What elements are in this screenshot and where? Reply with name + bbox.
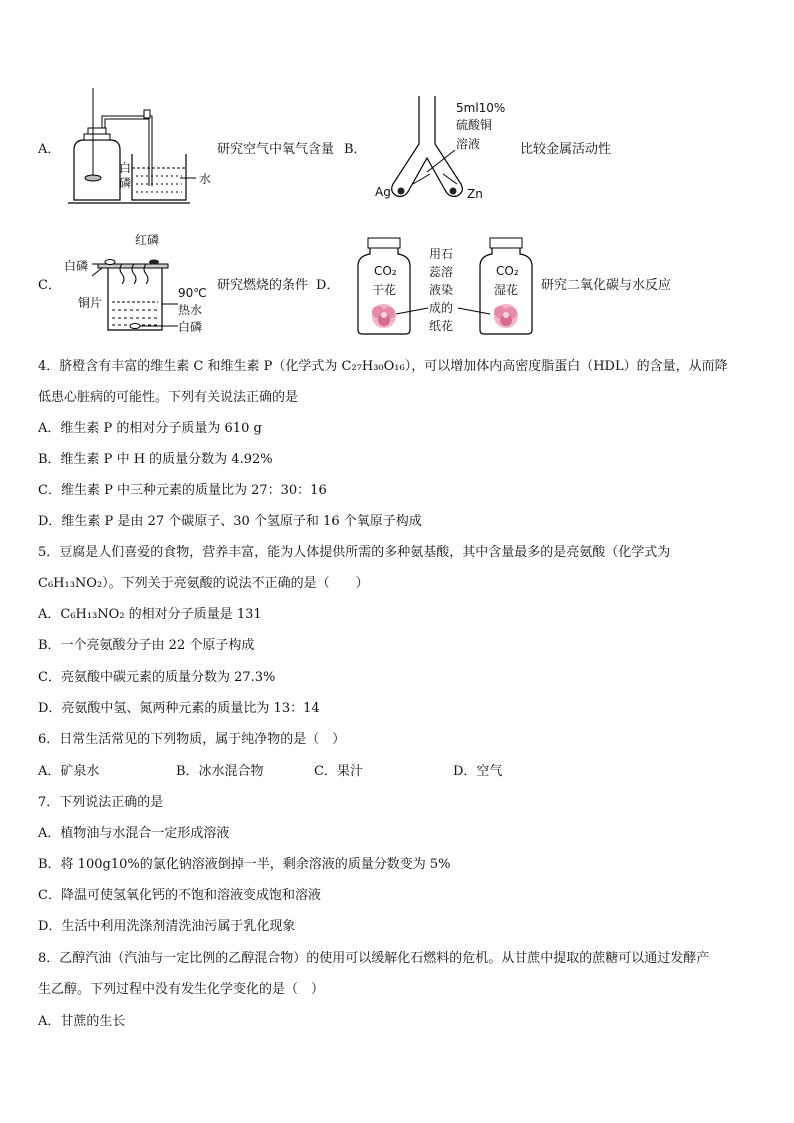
question-6-option-b: B．冰水混合物 bbox=[176, 764, 264, 779]
question-7-line-1: 7．下列说法正确的是 bbox=[38, 795, 164, 810]
label-co2-right: CO₂ bbox=[496, 264, 519, 278]
question-4-option-a: A．维生素 P 的相对分子质量为 610 g bbox=[38, 421, 262, 436]
label-co2-left: CO₂ bbox=[374, 264, 397, 278]
question-4-option-c: C．维生素 P 中三种元素的质量比为 27：30：16 bbox=[38, 483, 327, 498]
question-6-option-d: D．空气 bbox=[453, 764, 503, 779]
label-red-phosphorus: 红磷 bbox=[135, 233, 160, 247]
question-4-line-1: 4．脐橙含有丰富的维生素 C 和维生素 P（化学式为 C₂₇H₃₀O₁₆），可以增加体内高密度脂蛋白（HDL）的含量，从而降 bbox=[38, 359, 728, 374]
question-7-option-c: C．降温可使氢氧化钙的不饱和溶液变成饱和溶液 bbox=[38, 888, 321, 903]
question-5-option-a: A．C₆H₁₃NO₂ 的相对分子质量是 131 bbox=[38, 607, 262, 622]
label-dry-flower: 干花 bbox=[372, 283, 397, 297]
option-a-caption: 研究空气中氧气含量 bbox=[217, 142, 335, 157]
label-cuso4: 硫酸铜 bbox=[456, 118, 493, 132]
label-solution: 溶液 bbox=[456, 137, 481, 151]
question-6-line-1: 6．日常生活常见的下列物质，属于纯净物的是（ ） bbox=[38, 732, 346, 747]
label-hot-water: 热水 bbox=[178, 303, 203, 317]
question-7-option-b: B．将 100g10%的氯化钠溶液倒掉一半，剩余溶液的质量分数变为 5% bbox=[38, 857, 451, 872]
question-5-line-1: 5．豆腐是人们喜爱的食物，营养丰富，能为人体提供所需的多种氨基酸，其中含量最多的是亮氨酸（化学式为 bbox=[38, 545, 671, 560]
label-phosphorus: 磷 bbox=[119, 176, 132, 190]
question-7-option-a: A．植物油与水混合一定形成溶液 bbox=[38, 826, 230, 841]
label-white-phosphorus-top: 白磷 bbox=[64, 259, 89, 273]
label-cuso4-concentration: 5ml10% bbox=[456, 101, 506, 115]
question-7-option-d: D．生活中利用洗涤剂清洗油污属于乳化现象 bbox=[38, 919, 296, 934]
option-b-caption: 比较金属活动性 bbox=[520, 142, 612, 157]
label-ag: Ag bbox=[375, 185, 391, 199]
question-5-option-c: C．亮氨酸中碳元素的质量分数为 27.3% bbox=[38, 670, 276, 685]
question-8-option-a: A．甘蔗的生长 bbox=[38, 1014, 126, 1029]
label-copper-plate: 铜片 bbox=[78, 296, 103, 310]
question-5-option-b: B．一个亮氨酸分子由 22 个原子构成 bbox=[38, 638, 255, 653]
question-4-option-b: B．维生素 P 中 H 的质量分数为 4.92% bbox=[38, 452, 273, 467]
label-water: 水 bbox=[199, 172, 212, 186]
question-4-option-d: D．维生素 P 是由 27 个碳原子、30 个氢原子和 16 个氧原子构成 bbox=[38, 514, 422, 529]
question-5-option-d: D．亮氨酸中氢、氮两种元素的质量比为 13：14 bbox=[38, 701, 320, 716]
label-temperature: 90℃ bbox=[178, 286, 207, 300]
question-6-option-a: A．矿泉水 bbox=[38, 764, 100, 779]
label-litmus-2: 蕊溶 bbox=[429, 265, 454, 279]
option-d-letter: D． bbox=[316, 278, 340, 293]
question-8-line-1: 8．乙醇汽油（汽油与一定比例的乙醇混合物）的使用可以缓解化石燃料的危机。从甘蔗中提取的蔗糖可以通过发酵产 bbox=[38, 951, 710, 966]
option-c-caption: 研究燃烧的条件 bbox=[217, 278, 309, 293]
label-litmus-1: 用石 bbox=[429, 247, 454, 261]
label-zn: Zn bbox=[467, 187, 483, 201]
option-c-letter: C． bbox=[38, 278, 61, 293]
label-wet-flower: 湿花 bbox=[494, 283, 519, 297]
label-white-phosphorus-bottom: 白磷 bbox=[178, 320, 203, 334]
label-white: 白 bbox=[119, 161, 132, 175]
question-5-line-2: C₆H₁₃NO₂）。下列关于亮氨酸的说法不正确的是（ ） bbox=[38, 576, 369, 591]
question-4-line-2: 低患心脏病的可能性。下列有关说法正确的是 bbox=[38, 390, 299, 405]
oxygen-content-apparatus-diagram bbox=[60, 88, 220, 208]
option-d-caption: 研究二氧化碳与水反应 bbox=[541, 278, 672, 293]
question-6-option-c: C．果汁 bbox=[314, 764, 363, 779]
label-litmus-3: 液染 bbox=[429, 283, 454, 297]
option-b-letter: B． bbox=[344, 142, 367, 157]
option-a-letter: A． bbox=[38, 142, 61, 157]
question-8-line-2: 生乙醇。下列过程中没有发生化学变化的是（ ） bbox=[38, 982, 325, 997]
label-litmus-5: 纸花 bbox=[429, 319, 454, 333]
label-litmus-4: 成的 bbox=[429, 301, 454, 315]
